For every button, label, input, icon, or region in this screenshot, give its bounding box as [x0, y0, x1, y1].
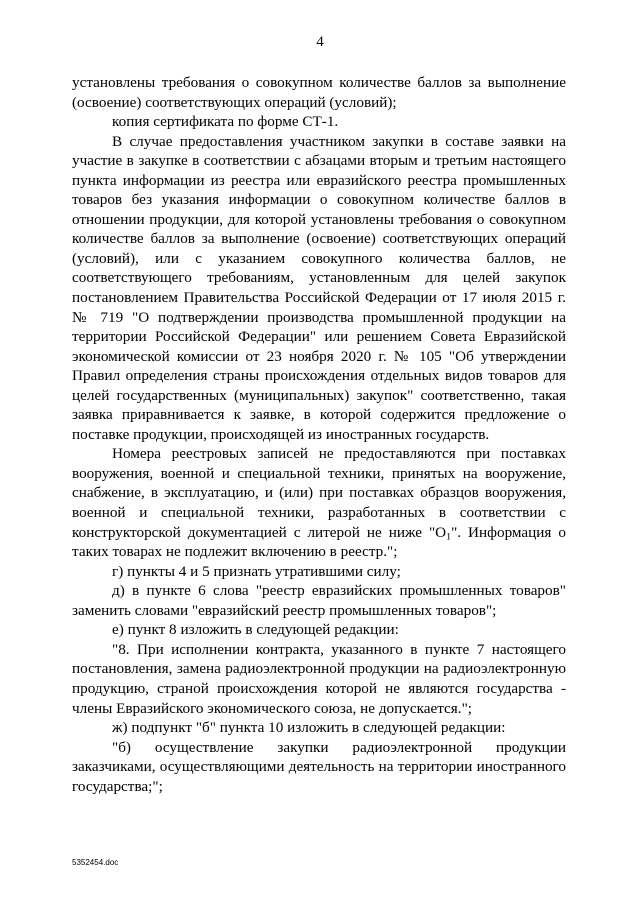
paragraph-text: ". Информация о таких товарах не подлежит включению в реестр."; [72, 523, 566, 561]
document-body [72, 73, 566, 796]
paragraph: е) пункт 8 изложить в следующей редакции: [112, 621, 399, 639]
paragraph: В случае предоставления участником закупки в составе заявки на участие в закупке в соответствии с абзацами вторым и третьим настоящего пункта информации из реестра или евразийского реестра промышленных товаров без указания информации о совокупном количестве баллов в отношении продукции, для которой установлены требования о совокупном количестве баллов за выполнение (освоение) соответствующих операций (условий), или с указанием совокупного количества баллов, не соответствующего требованиям, установленным для целей закупок постановлением Правительства Российской Федерации от 17 июля 2015 г. № 719 "О подтверждении производства промышленной продукции на территории Российской Федерации" или решением Совета Евразийской экономической комиссии от 23 ноября 2020 г. № 105 "Об утверждении Правил определения страны происхождения отдельных видов товаров для целей государственных (муниципальных) закупок" соответственно, такая заявка приравнивается к заявке, в которой содержится предложение о поставке продукции, происходящей из иностранных государств. [72, 132, 566, 443]
paragraph: д) в пункте 6 слова "реестр евразийских промышленных товаров" заменить словами "евразийский реестр промышленных товаров"; [72, 582, 566, 619]
paragraph: ж) подпункт "б" пункта 10 изложить в следующей редакции: [112, 719, 506, 737]
paragraph: г) пункты 4 и 5 признать утратившими силу; [112, 562, 401, 580]
page-number: 4 [316, 34, 324, 50]
file-name-footer: 5352454.doc [72, 858, 119, 867]
paragraph-text: Номера реестровых записей не предоставляются при поставках вооружения, военной и специальной техники, принятых на вооружение, снабжение, в эксплуатацию, и (или) при поставках образцов вооружения, военной и специальной техники, разработанных в соответствии с конструкторской документацией с литерой не ниже "О [72, 445, 566, 541]
paragraph: "б) осуществление закупки радиоэлектронной продукции заказчиками, осуществляющими деятельность на территории иностранного государства;"; [72, 738, 566, 795]
paragraph: установлены требования о совокупном количестве баллов за выполнение (освоение) соответствующих операций (условий); [72, 74, 566, 111]
letter-subscript: 1 [446, 531, 452, 543]
paragraph: "8. При исполнении контракта, указанного в пункте 7 настоящего постановления, замена радиоэлектронной продукции на радиоэлектронную продукцию, страной происхождения которой не являются государства - члены Евразийского экономического союза, не допускается."; [72, 640, 566, 717]
paragraph [72, 444, 566, 561]
paragraph: копия сертификата по форме СТ-1. [112, 113, 339, 131]
